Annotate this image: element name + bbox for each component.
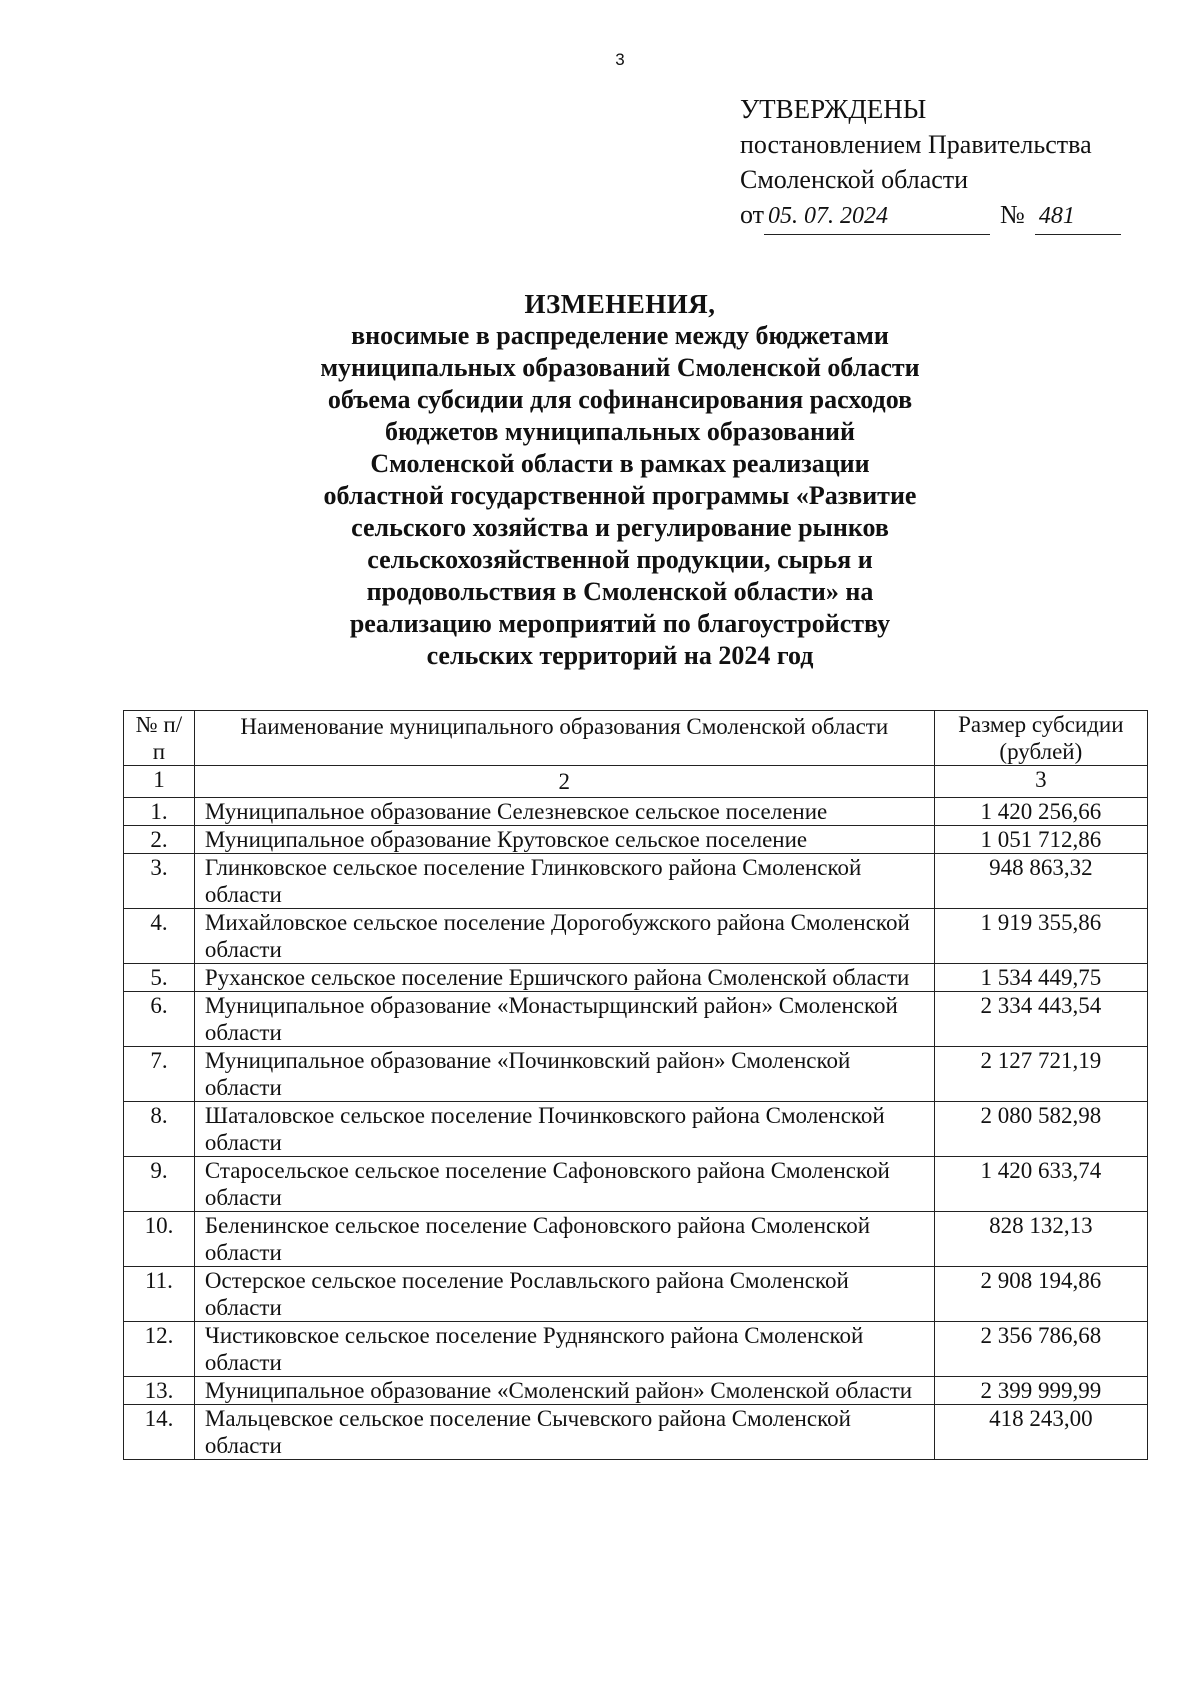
row-name: Старосельское сельское поселение Сафоновского района Смоленской области bbox=[194, 1157, 934, 1212]
row-amount: 1 919 355,86 bbox=[934, 909, 1147, 964]
column-number-3: 3 bbox=[934, 766, 1147, 798]
header-amount: Размер субсидии (рублей) bbox=[934, 711, 1147, 766]
row-name: Михайловское сельское поселение Дорогобужского района Смоленской области bbox=[194, 909, 934, 964]
row-amount: 828 132,13 bbox=[934, 1212, 1147, 1267]
row-amount: 1 534 449,75 bbox=[934, 964, 1147, 992]
row-number: 2. bbox=[124, 826, 195, 854]
row-name: Остерское сельское поселение Рославльского района Смоленской области bbox=[194, 1267, 934, 1322]
table-row bbox=[124, 1322, 1148, 1377]
approval-date-line bbox=[740, 197, 1121, 235]
row-amount: 948 863,32 bbox=[934, 854, 1147, 909]
row-name: Беленинское сельское поселение Сафоновского района Смоленской области bbox=[194, 1212, 934, 1267]
header-num: № п/п bbox=[124, 711, 195, 766]
table-row bbox=[124, 964, 1148, 992]
approval-line-1: постановлением Правительства bbox=[740, 130, 1092, 159]
row-number: 4. bbox=[124, 909, 195, 964]
table-header-row bbox=[124, 711, 1148, 766]
row-amount: 2 399 999,99 bbox=[934, 1377, 1147, 1405]
table-row bbox=[124, 909, 1148, 964]
page-number: 3 bbox=[615, 50, 625, 69]
row-amount: 2 080 582,98 bbox=[934, 1102, 1147, 1157]
column-number-2: 2 bbox=[194, 766, 934, 798]
date-prefix: от bbox=[740, 200, 765, 229]
row-number: 5. bbox=[124, 964, 195, 992]
row-amount: 2 127 721,19 bbox=[934, 1047, 1147, 1102]
row-name: Мальцевское сельское поселение Сычевского района Смоленской области bbox=[194, 1405, 934, 1460]
row-name: Глинковское сельское поселение Глинковского района Смоленской области bbox=[194, 854, 934, 909]
subsidy-table bbox=[123, 710, 1148, 1460]
document-heading bbox=[230, 288, 1010, 672]
table-row bbox=[124, 1157, 1148, 1212]
heading-title: ИЗМЕНЕНИЯ, bbox=[524, 289, 716, 319]
row-name: Шаталовское сельское поселение Починковского района Смоленской области bbox=[194, 1102, 934, 1157]
approval-block bbox=[740, 92, 1121, 235]
row-amount: 1 420 256,66 bbox=[934, 798, 1147, 826]
table-row bbox=[124, 798, 1148, 826]
row-amount: 1 051 712,86 bbox=[934, 826, 1147, 854]
table-row bbox=[124, 1102, 1148, 1157]
row-amount: 2 356 786,68 bbox=[934, 1322, 1147, 1377]
row-name: Муниципальное образование «Монастырщинский район» Смоленской области bbox=[194, 992, 934, 1047]
table-row bbox=[124, 1047, 1148, 1102]
row-amount: 2 334 443,54 bbox=[934, 992, 1147, 1047]
row-number: 10. bbox=[124, 1212, 195, 1267]
row-name: Муниципальное образование Крутовское сельское поселение bbox=[194, 826, 934, 854]
row-amount: 2 908 194,86 bbox=[934, 1267, 1147, 1322]
number-label: № bbox=[1000, 200, 1025, 229]
row-number: 12. bbox=[124, 1322, 195, 1377]
row-amount: 418 243,00 bbox=[934, 1405, 1147, 1460]
row-number: 3. bbox=[124, 854, 195, 909]
row-number: 13. bbox=[124, 1377, 195, 1405]
table-row bbox=[124, 1405, 1148, 1460]
row-name: Муниципальное образование Селезневское сельское поселение bbox=[194, 798, 934, 826]
approval-title: УТВЕРЖДЕНЫ bbox=[740, 94, 927, 124]
subsidy-table-body bbox=[124, 711, 1148, 1460]
row-number: 1. bbox=[124, 798, 195, 826]
row-number: 6. bbox=[124, 992, 195, 1047]
table-row bbox=[124, 1377, 1148, 1405]
row-name: Руханское сельское поселение Ершичского района Смоленской области bbox=[194, 964, 934, 992]
handwritten-number: 481 bbox=[1035, 199, 1121, 235]
approval-line-2: Смоленской области bbox=[740, 165, 969, 194]
table-row bbox=[124, 992, 1148, 1047]
row-number: 7. bbox=[124, 1047, 195, 1102]
row-number: 11. bbox=[124, 1267, 195, 1322]
row-number: 9. bbox=[124, 1157, 195, 1212]
row-number: 8. bbox=[124, 1102, 195, 1157]
header-name: Наименование муниципального образования Смоленской области bbox=[194, 711, 934, 766]
column-number-1: 1 bbox=[124, 766, 195, 798]
table-row bbox=[124, 826, 1148, 854]
row-name: Муниципальное образование «Смоленский район» Смоленской области bbox=[194, 1377, 934, 1405]
table-row bbox=[124, 854, 1148, 909]
table-row bbox=[124, 1212, 1148, 1267]
row-amount: 1 420 633,74 bbox=[934, 1157, 1147, 1212]
row-number: 14. bbox=[124, 1405, 195, 1460]
handwritten-date: 05. 07. 2024 bbox=[764, 199, 990, 235]
column-number-row bbox=[124, 766, 1148, 798]
heading-body: вносимые в распределение между бюджетами муниципальных образований Смоленской области объема субсидии для софинансирования расходов бюджетов муниципальных образований Смоленской области в рамках реализации областной государственной программы «Развитие сельского хозяйства и регулирование рынков сельскохозяйственной продукции, сырья и продовольствия в Смоленской области» на реализацию мероприятий по благоустройству сельских территорий на 2024 год bbox=[320, 321, 920, 670]
row-name: Муниципальное образование «Починковский район» Смоленской области bbox=[194, 1047, 934, 1102]
row-name: Чистиковское сельское поселение Руднянского района Смоленской области bbox=[194, 1322, 934, 1377]
table-row bbox=[124, 1267, 1148, 1322]
